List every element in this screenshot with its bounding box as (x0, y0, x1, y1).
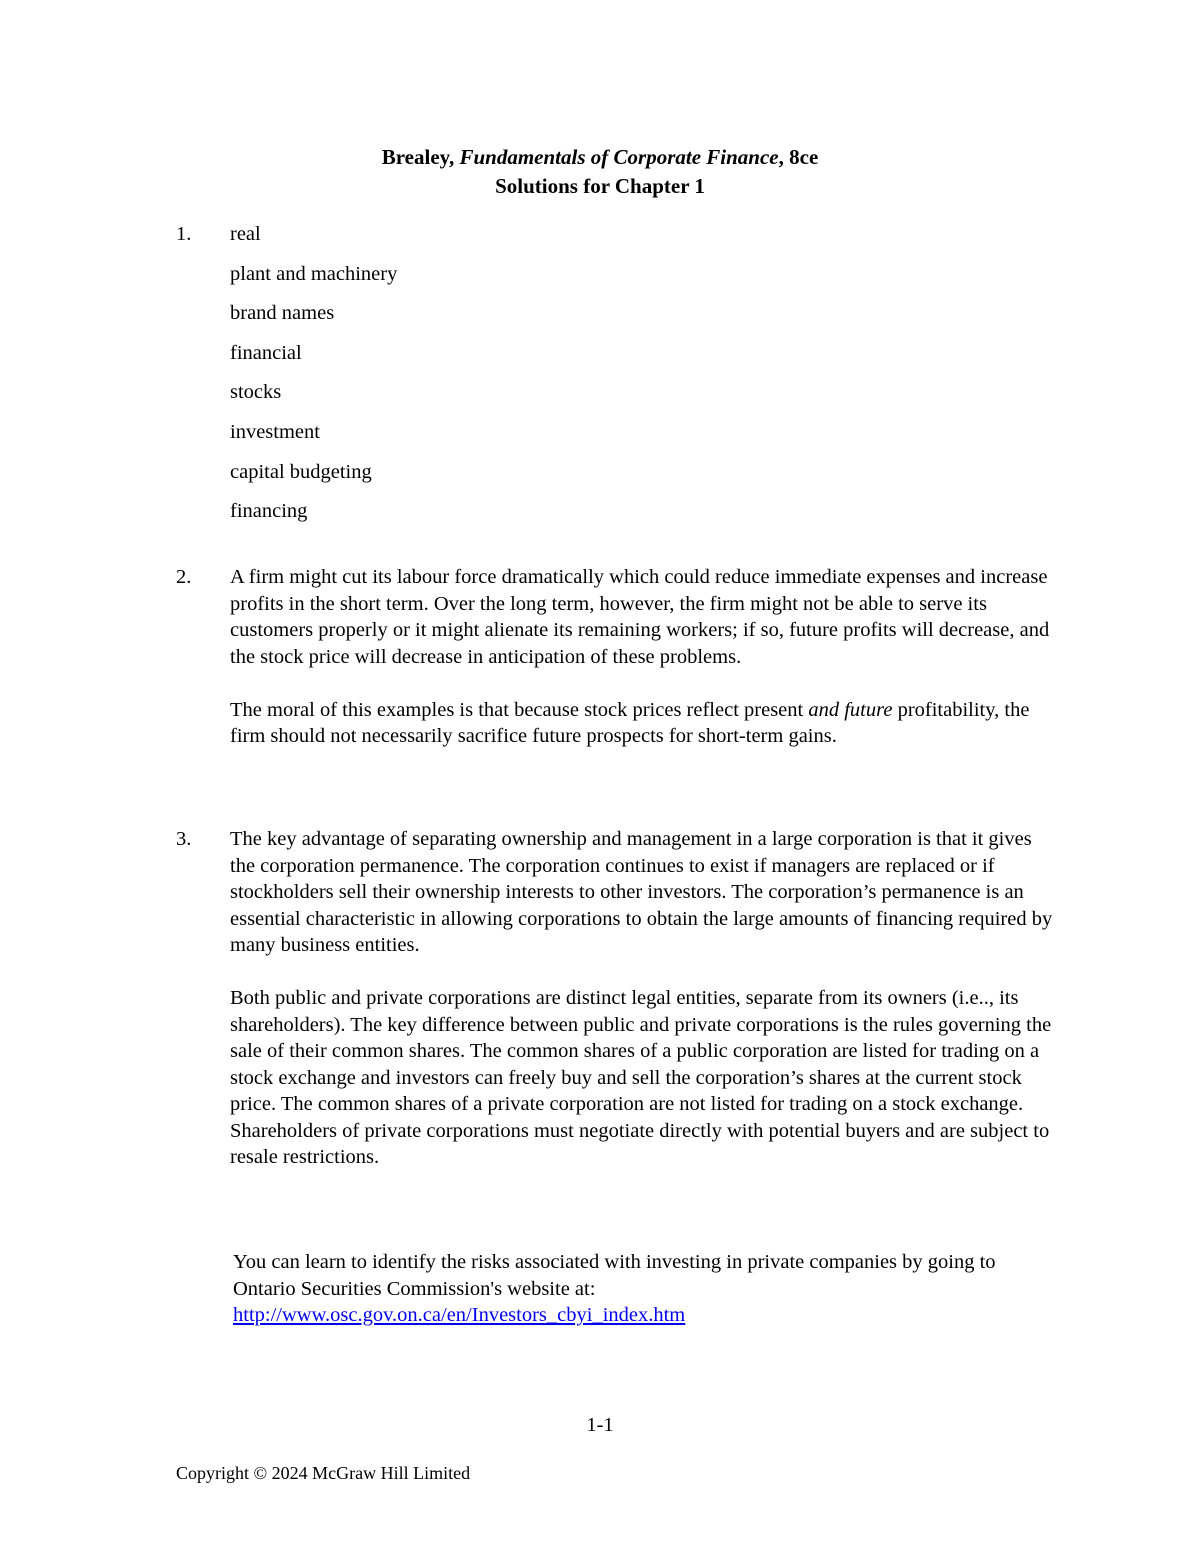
answer-body (230, 826, 1060, 1171)
emphasis: and future (808, 698, 893, 721)
question-number: 2. (176, 566, 192, 588)
question-number: 1. (176, 223, 192, 245)
answer-list (230, 221, 397, 538)
text-run: profitability, the firm should not necessarily sacrifice future prospects for short-term gains. (230, 698, 1030, 747)
edition: 8ce (789, 145, 819, 169)
list-item: investment (230, 420, 320, 443)
paragraph: A firm might cut its labour force dramatically which could reduce immediate expenses and increase profits in the short term. Over the long term, however, the firm might not be able to serve its customers properly or it might alienate its remaining workers; if so, future profits will decrease, and the stock price will decrease in anticipation of these problems. (230, 566, 1050, 668)
osc-website-link[interactable]: http://www.osc.gov.on.ca/en/Investors_cbyi_index.htm (233, 1304, 686, 1326)
list-item: financing (230, 500, 308, 523)
paragraph: Both public and private corporations are distinct legal entities, separate from its owners (i.e.., its shareholders). The key difference between public and private corporations is the rules governing the sale of their common shares. The common shares of a public corporation are listed for trading on a stock exchange and investors can freely buy and sell the corporation’s shares at the current stock price. The common shares of a private corporation are not listed for trading on a stock exchange. Shareholders of private corporations must negotiate directly with potential buyers and are subject to resale restrictions. (230, 987, 1052, 1168)
paragraph: You can learn to identify the risks associated with investing in private companies by going to Ontario Securities Commission's website at: (233, 1251, 996, 1300)
list-item: real (230, 223, 261, 245)
answer-body (230, 564, 1060, 750)
paragraph: The key advantage of separating ownership and management in a large corporation is that it gives the corporation permanence. The corporation continues to exist if managers are replaced or if stockholders sell their ownership interests to other investors. The corporation’s permanence is an essential characteristic in allowing corporations to obtain the large amounts of financing required by many business entities. (230, 828, 1053, 956)
book-title: Fundamentals of Corporate Finance (459, 145, 779, 169)
list-item: plant and machinery (230, 262, 398, 285)
list-item: capital budgeting (230, 460, 372, 483)
paragraph (230, 697, 1060, 750)
question-2 (176, 564, 1076, 750)
list-item: stocks (230, 381, 282, 404)
text-run: The moral of this examples is that because stock prices reflect present (230, 698, 809, 721)
document-title (0, 143, 1200, 201)
title-line: Brealey, Fundamentals of Corporate Finance, 8ce (381, 145, 819, 169)
resource-paragraph (233, 1249, 1063, 1329)
question-number: 3. (176, 828, 192, 850)
list-item: financial (230, 341, 302, 364)
subtitle: Solutions for Chapter 1 (495, 174, 705, 198)
page-number: 1-1 (586, 1414, 614, 1436)
question-3 (176, 826, 1076, 1171)
author: Brealey (381, 145, 449, 169)
copyright-notice: Copyright © 2024 McGraw Hill Limited (176, 1463, 471, 1483)
list-item: brand names (230, 302, 335, 325)
